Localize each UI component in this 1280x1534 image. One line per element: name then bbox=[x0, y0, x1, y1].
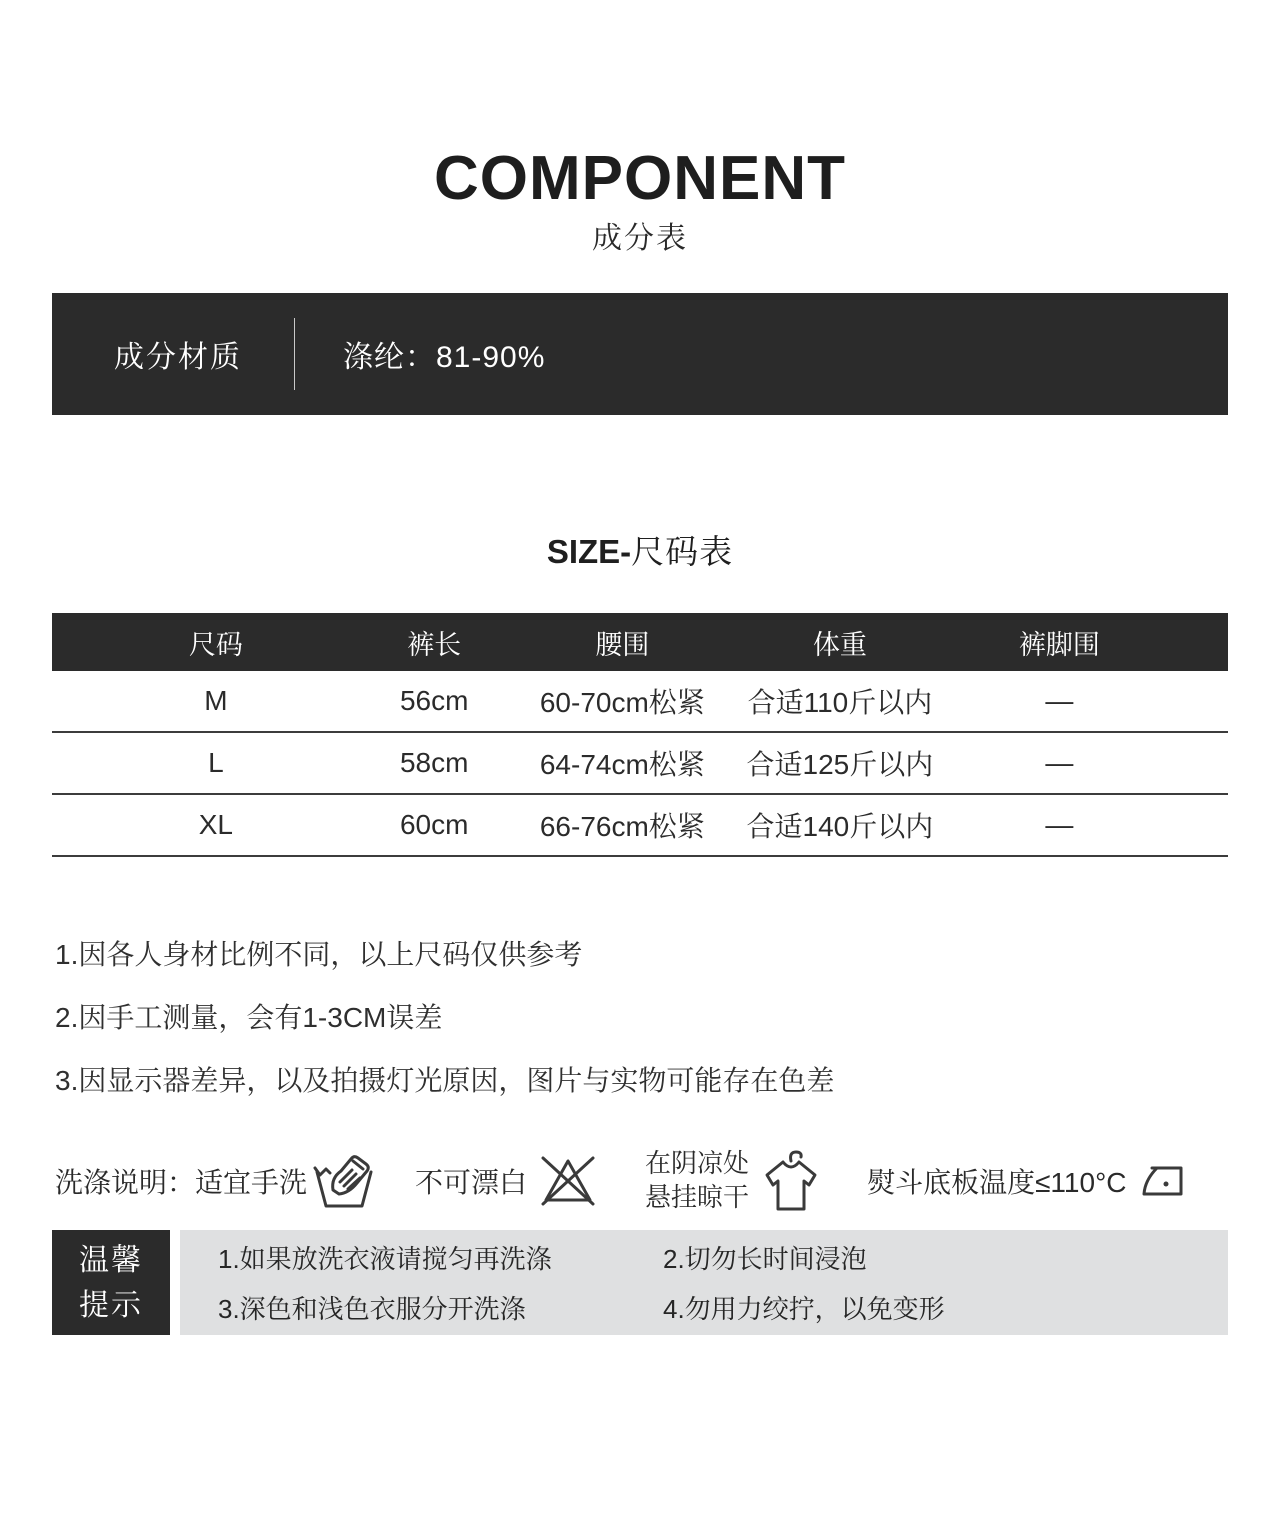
table-cell: 56cm bbox=[399, 685, 469, 716]
note-line: 1.因各人身材比例不同，以上尺码仅供参考 bbox=[55, 939, 583, 970]
table-cell: 66-76cm松紧 bbox=[539, 811, 705, 842]
composition-bar bbox=[52, 293, 1228, 415]
size-notes bbox=[55, 941, 1280, 1095]
tips-label-gap bbox=[170, 1230, 180, 1335]
no-bleach-icon bbox=[539, 1153, 597, 1209]
tip-item: 1.如果放洗衣液请搅匀再洗涤 bbox=[218, 1244, 552, 1274]
tips-label-line: 提示 bbox=[79, 1288, 143, 1322]
tips-label-line: 温馨 bbox=[79, 1243, 143, 1277]
table-cell: — bbox=[1045, 747, 1074, 778]
table-cell: — bbox=[1045, 685, 1074, 716]
note-line: 3.因显示器差异，以及拍摄灯光原因，图片与实物可能存在色差 bbox=[55, 1065, 835, 1096]
table-cell: 58cm bbox=[399, 747, 469, 778]
size-table-header-row bbox=[52, 613, 1228, 671]
column-header: 裤长 bbox=[407, 629, 462, 660]
table-cell: XL bbox=[198, 809, 233, 840]
washing-label: 洗涤说明： bbox=[55, 1167, 196, 1198]
vertical-divider bbox=[294, 318, 295, 390]
note-line: 2.因手工测量，会有1-3CM误差 bbox=[55, 1002, 443, 1033]
washing-instructions bbox=[55, 1140, 1280, 1222]
washing-item-text: 熨斗底板温度≤110°C bbox=[867, 1167, 1127, 1198]
page-subtitle: 成分表 bbox=[592, 222, 688, 255]
table-cell: 合适140斤以内 bbox=[746, 811, 934, 842]
column-header: 体重 bbox=[812, 629, 867, 660]
table-cell: 合适110斤以内 bbox=[747, 687, 933, 718]
column-header: 裤脚围 bbox=[1018, 629, 1100, 660]
composition-label: 成分材质 bbox=[114, 341, 242, 374]
tips-label-badge bbox=[52, 1230, 170, 1335]
size-table bbox=[52, 613, 1228, 857]
washing-item-text-line: 悬挂晾干 bbox=[645, 1182, 750, 1212]
table-row bbox=[52, 795, 1228, 857]
washing-item-text: 不可漂白 bbox=[415, 1167, 528, 1198]
table-cell: 64-74cm松紧 bbox=[539, 749, 705, 780]
tip-item: 2.切勿长时间浸泡 bbox=[663, 1244, 867, 1274]
tip-item: 4.勿用力绞拧，以免变形 bbox=[663, 1294, 945, 1324]
table-cell: — bbox=[1045, 809, 1074, 840]
table-cell: 60cm bbox=[399, 809, 469, 840]
size-title-cn: 尺码表 bbox=[631, 533, 734, 570]
composition-value: 涤纶：81-90% bbox=[343, 341, 546, 374]
component-header bbox=[0, 0, 1280, 254]
table-cell: 60-70cm松紧 bbox=[539, 687, 705, 718]
table-cell: M bbox=[204, 685, 228, 716]
washing-item-text-line: 在阴凉处 bbox=[645, 1148, 750, 1179]
hand-wash-icon bbox=[313, 1152, 375, 1210]
table-row bbox=[52, 671, 1228, 733]
washing-item-text bbox=[645, 1147, 749, 1215]
iron-icon bbox=[1141, 1163, 1187, 1199]
page-title: COMPONENT bbox=[434, 144, 846, 213]
table-row bbox=[52, 733, 1228, 795]
tips-bar bbox=[52, 1230, 1228, 1335]
tip-item: 3.深色和浅色衣服分开洗涤 bbox=[218, 1294, 526, 1324]
table-cell: 合适125斤以内 bbox=[746, 749, 934, 780]
size-section-title bbox=[0, 535, 1280, 568]
column-header: 腰围 bbox=[595, 629, 650, 660]
size-title-en: SIZE- bbox=[546, 533, 632, 570]
table-cell: L bbox=[208, 747, 224, 778]
column-header: 尺码 bbox=[188, 629, 243, 660]
hang-dry-icon bbox=[763, 1149, 819, 1213]
tips-list bbox=[180, 1230, 1228, 1335]
washing-item-text: 适宜手洗 bbox=[195, 1167, 308, 1198]
